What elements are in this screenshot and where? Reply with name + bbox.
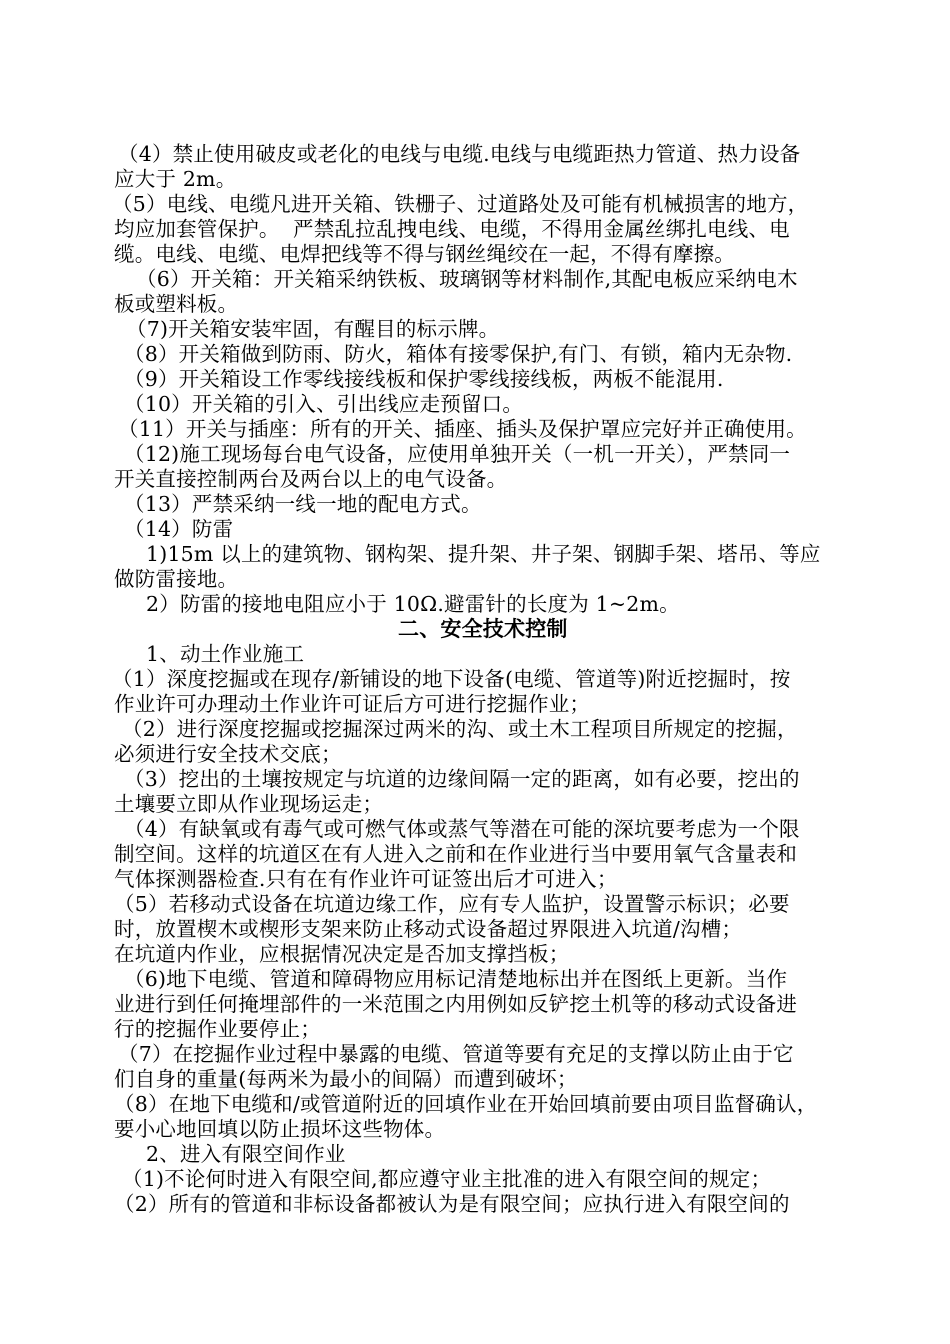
text-line: （1）深度挖掘或在现存/新铺设的地下设备(电缆、管道等)附近挖掘时，按: [112, 667, 791, 691]
text-line: 制空间。这样的坑道区在有人进入之前和在作业进行当中要用氧气含量表和: [114, 842, 798, 866]
text-line: 2）防雷的接地电阻应小于 10Ω.避雷针的长度为 1~2m。: [146, 592, 680, 616]
text-line: 气体探测器检查.只有在有作业许可证签出后才可进入；: [114, 867, 618, 891]
section-heading: 二、安全技术控制: [398, 616, 568, 641]
text-line: （7)开关箱安装牢固，有醒目的标示牌。: [126, 317, 500, 341]
text-line: （13）严禁采纳一线一地的配电方式。: [124, 492, 482, 516]
text-line: （14）防雷: [124, 517, 234, 541]
subsection-heading: 2、进入有限空间作业: [146, 1142, 346, 1166]
text-line: （11）开关与插座：所有的开关、插座、插头及保护罩应完好并正确使用。: [118, 417, 807, 441]
text-line: （1)不论何时进入有限空间,都应遵守业主批准的进入有限空间的规定；: [122, 1167, 772, 1191]
text-line: 开关直接控制两台及两台以上的电气设备。: [114, 467, 508, 491]
text-line: （12)施工现场每台电气设备，应使用单独开关（一机一开关），严禁同一: [124, 442, 791, 466]
text-line: （7）在挖掘作业过程中暴露的电缆、管道等要有充足的支撑以防止由于它: [118, 1042, 794, 1066]
text-line: （8）在地下电缆和/或管道附近的回填作业在开始回填前要由项目监督确认，: [114, 1092, 818, 1116]
text-line: （2）所有的管道和非标设备都被认为是有限空间；应执行进入有限空间的: [114, 1192, 790, 1216]
text-line: （4）禁止使用破皮或老化的电线与电缆.电线与电缆距热力管道、热力设备: [118, 142, 801, 166]
text-line: （5）电线、电缆凡进开关箱、铁栅子、过道路处及可能有机械损害的地方，: [112, 192, 809, 216]
text-line: 在坑道内作业，应根据情况决定是否加支撑挡板；: [114, 942, 570, 966]
text-line: （10）开关箱的引入、引出线应走预留口。: [124, 392, 524, 416]
text-line: 必须进行安全技术交底；: [114, 742, 342, 766]
text-line: 应大于 2m。: [114, 167, 237, 191]
text-line: 1)15m 以上的建筑物、钢构架、提升架、井子架、钢脚手架、塔吊、等应: [146, 542, 821, 566]
text-line: 们自身的重量(每两米为最小的间隔）而遭到破坏；: [114, 1067, 578, 1091]
text-line: 业进行到任何掩埋部件的一米范围之内用例如反铲挖土机等的移动式设备进: [114, 992, 798, 1016]
subsection-heading: 1、动土作业施工: [146, 642, 305, 666]
text-line: （9）开关箱设工作零线接线板和保护零线接线板，两板不能混用.: [124, 367, 724, 391]
text-line: （3）挖出的土壤按规定与坑道的边缘间隔一定的距离，如有必要，挖出的: [124, 767, 800, 791]
text-line: （6）开关箱：开关箱采纳铁板、玻璃钢等材料制作,其配电板应采纳电木: [136, 267, 798, 291]
text-line: 做防雷接地。: [114, 567, 239, 591]
text-line: （6)地下电缆、管道和障碍物应用标记清楚地标出并在图纸上更新。当作: [124, 967, 788, 991]
text-line: 板或塑料板。: [114, 292, 239, 316]
text-line: 作业许可办理动土作业许可证后方可进行挖掘作业；: [114, 692, 591, 716]
text-line: （2）进行深度挖掘或挖掘深过两米的沟、或土木工程项目所规定的挖掘，: [122, 717, 798, 741]
text-line: （8）开关箱做到防雨、防火，箱体有接零保护,有门、有锁，箱内无杂物.: [124, 342, 793, 366]
text-line: 行的挖掘作业要停止；: [114, 1017, 321, 1041]
text-line: （5）若移动式设备在坑道边缘工作，应有专人监护，设置警示标识；必要: [114, 892, 790, 916]
text-line: 均应加套管保护。 严禁乱拉乱拽电线、电缆，不得用金属丝绑扎电线、电: [114, 217, 790, 241]
text-line: 要小心地回填以防止损坏这些物体。: [114, 1117, 446, 1141]
text-line: 土壤要立即从作业现场运走；: [114, 792, 384, 816]
text-line: 缆。电线、电缆、电焊把线等不得与钢丝绳绞在一起，不得有摩擦。: [114, 242, 735, 266]
text-line: （4）有缺氧或有毒气或可燃气体或蒸气等潜在可能的深坑要考虑为一个限: [124, 817, 800, 841]
text-line: 时，放置楔木或楔形支架来防止移动式设备超过界限进入坑道/沟槽；: [114, 917, 743, 941]
